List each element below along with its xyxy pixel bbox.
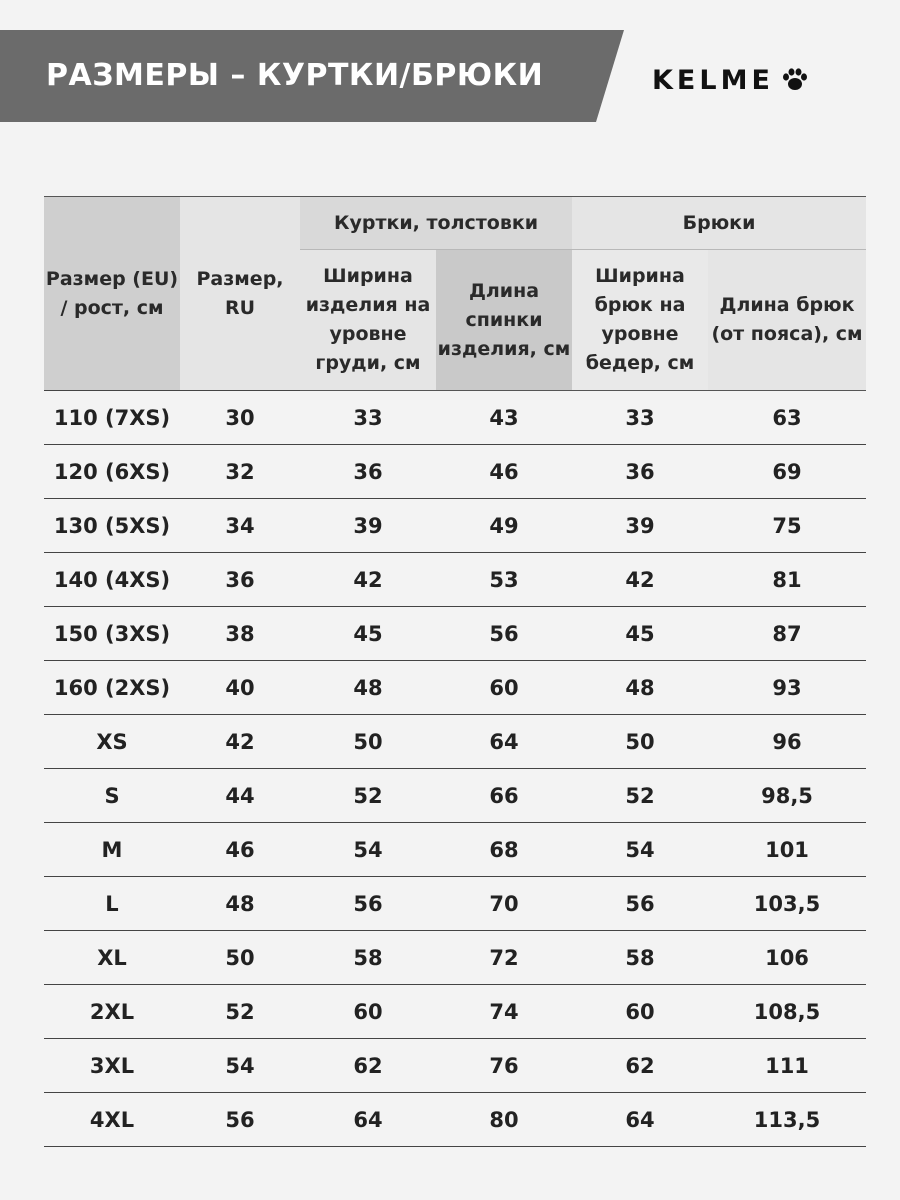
table-body xyxy=(44,391,866,1147)
cell-back-length: 56 xyxy=(436,607,572,661)
cell-size-ru: 52 xyxy=(180,985,300,1039)
cell-chest-width: 62 xyxy=(300,1039,436,1093)
cell-pants-length: 106 xyxy=(708,931,866,985)
cell-hip-width: 52 xyxy=(572,769,708,823)
cell-pants-length: 75 xyxy=(708,499,866,553)
cell-size-eu: XS xyxy=(44,715,180,769)
table-row xyxy=(44,931,866,985)
table-row xyxy=(44,985,866,1039)
cell-hip-width: 48 xyxy=(572,661,708,715)
table-row xyxy=(44,1039,866,1093)
cell-hip-width: 50 xyxy=(572,715,708,769)
cell-chest-width: 52 xyxy=(300,769,436,823)
title-banner xyxy=(0,30,624,122)
cell-pants-length: 96 xyxy=(708,715,866,769)
cell-size-eu: 150 (3XS) xyxy=(44,607,180,661)
cell-size-eu: 140 (4XS) xyxy=(44,553,180,607)
cell-chest-width: 48 xyxy=(300,661,436,715)
cell-chest-width: 60 xyxy=(300,985,436,1039)
cell-hip-width: 62 xyxy=(572,1039,708,1093)
table-row xyxy=(44,499,866,553)
cell-chest-width: 42 xyxy=(300,553,436,607)
cell-size-ru: 36 xyxy=(180,553,300,607)
cell-back-length: 80 xyxy=(436,1093,572,1147)
table-row xyxy=(44,715,866,769)
cell-back-length: 53 xyxy=(436,553,572,607)
cell-back-length: 70 xyxy=(436,877,572,931)
cell-chest-width: 36 xyxy=(300,445,436,499)
table-row xyxy=(44,391,866,445)
header-chest-width: Ширина изделия на уровне груди, см xyxy=(300,250,436,391)
cell-size-ru: 50 xyxy=(180,931,300,985)
cell-hip-width: 56 xyxy=(572,877,708,931)
paw-icon xyxy=(782,68,808,92)
size-table xyxy=(44,196,866,1147)
cell-hip-width: 42 xyxy=(572,553,708,607)
brand-name: KELME xyxy=(652,64,774,96)
table-row xyxy=(44,823,866,877)
cell-size-ru: 38 xyxy=(180,607,300,661)
header-back-length: Длина спинки изделия, см xyxy=(436,250,572,391)
cell-back-length: 43 xyxy=(436,391,572,445)
header-group-pants: Брюки xyxy=(572,197,866,250)
cell-size-ru: 56 xyxy=(180,1093,300,1147)
table-row xyxy=(44,607,866,661)
cell-size-eu: XL xyxy=(44,931,180,985)
cell-pants-length: 63 xyxy=(708,391,866,445)
cell-back-length: 64 xyxy=(436,715,572,769)
cell-back-length: 46 xyxy=(436,445,572,499)
cell-back-length: 66 xyxy=(436,769,572,823)
cell-size-eu: 130 (5XS) xyxy=(44,499,180,553)
table-row xyxy=(44,769,866,823)
cell-size-ru: 42 xyxy=(180,715,300,769)
cell-pants-length: 103,5 xyxy=(708,877,866,931)
cell-hip-width: 60 xyxy=(572,985,708,1039)
cell-hip-width: 58 xyxy=(572,931,708,985)
cell-pants-length: 111 xyxy=(708,1039,866,1093)
cell-chest-width: 56 xyxy=(300,877,436,931)
cell-pants-length: 69 xyxy=(708,445,866,499)
cell-size-ru: 34 xyxy=(180,499,300,553)
brand-logo xyxy=(652,58,808,102)
cell-size-eu: S xyxy=(44,769,180,823)
cell-chest-width: 50 xyxy=(300,715,436,769)
header-size-eu: Размер (EU) / рост, см xyxy=(44,197,180,391)
cell-pants-length: 108,5 xyxy=(708,985,866,1039)
cell-pants-length: 87 xyxy=(708,607,866,661)
table-row xyxy=(44,877,866,931)
table-row xyxy=(44,1093,866,1147)
cell-chest-width: 58 xyxy=(300,931,436,985)
table-row xyxy=(44,445,866,499)
page-title: РАЗМЕРЫ – КУРТКИ/БРЮКИ xyxy=(46,58,544,93)
cell-back-length: 60 xyxy=(436,661,572,715)
cell-back-length: 76 xyxy=(436,1039,572,1093)
cell-hip-width: 39 xyxy=(572,499,708,553)
cell-chest-width: 39 xyxy=(300,499,436,553)
cell-size-eu: 110 (7XS) xyxy=(44,391,180,445)
header-hip-width: Ширина брюк на уровне бедер, см xyxy=(572,250,708,391)
cell-chest-width: 33 xyxy=(300,391,436,445)
cell-hip-width: 45 xyxy=(572,607,708,661)
cell-back-length: 74 xyxy=(436,985,572,1039)
cell-pants-length: 98,5 xyxy=(708,769,866,823)
cell-size-eu: 160 (2XS) xyxy=(44,661,180,715)
cell-size-eu: M xyxy=(44,823,180,877)
cell-size-ru: 40 xyxy=(180,661,300,715)
cell-hip-width: 64 xyxy=(572,1093,708,1147)
cell-size-ru: 48 xyxy=(180,877,300,931)
cell-hip-width: 54 xyxy=(572,823,708,877)
cell-size-eu: 120 (6XS) xyxy=(44,445,180,499)
cell-chest-width: 54 xyxy=(300,823,436,877)
table-row xyxy=(44,553,866,607)
cell-pants-length: 113,5 xyxy=(708,1093,866,1147)
header-pants-length: Длина брюк (от пояса), см xyxy=(708,250,866,391)
cell-back-length: 49 xyxy=(436,499,572,553)
cell-size-eu: L xyxy=(44,877,180,931)
cell-size-ru: 54 xyxy=(180,1039,300,1093)
table-row xyxy=(44,661,866,715)
cell-size-ru: 44 xyxy=(180,769,300,823)
cell-size-ru: 32 xyxy=(180,445,300,499)
cell-pants-length: 93 xyxy=(708,661,866,715)
cell-pants-length: 81 xyxy=(708,553,866,607)
header-group-jackets: Куртки, толстовки xyxy=(300,197,572,250)
header-size-ru: Размер, RU xyxy=(180,197,300,391)
cell-hip-width: 33 xyxy=(572,391,708,445)
cell-size-eu: 3XL xyxy=(44,1039,180,1093)
cell-chest-width: 64 xyxy=(300,1093,436,1147)
cell-size-eu: 2XL xyxy=(44,985,180,1039)
cell-size-ru: 30 xyxy=(180,391,300,445)
cell-back-length: 68 xyxy=(436,823,572,877)
table-header-row xyxy=(44,197,866,250)
cell-hip-width: 36 xyxy=(572,445,708,499)
cell-size-ru: 46 xyxy=(180,823,300,877)
cell-pants-length: 101 xyxy=(708,823,866,877)
cell-back-length: 72 xyxy=(436,931,572,985)
cell-chest-width: 45 xyxy=(300,607,436,661)
cell-size-eu: 4XL xyxy=(44,1093,180,1147)
